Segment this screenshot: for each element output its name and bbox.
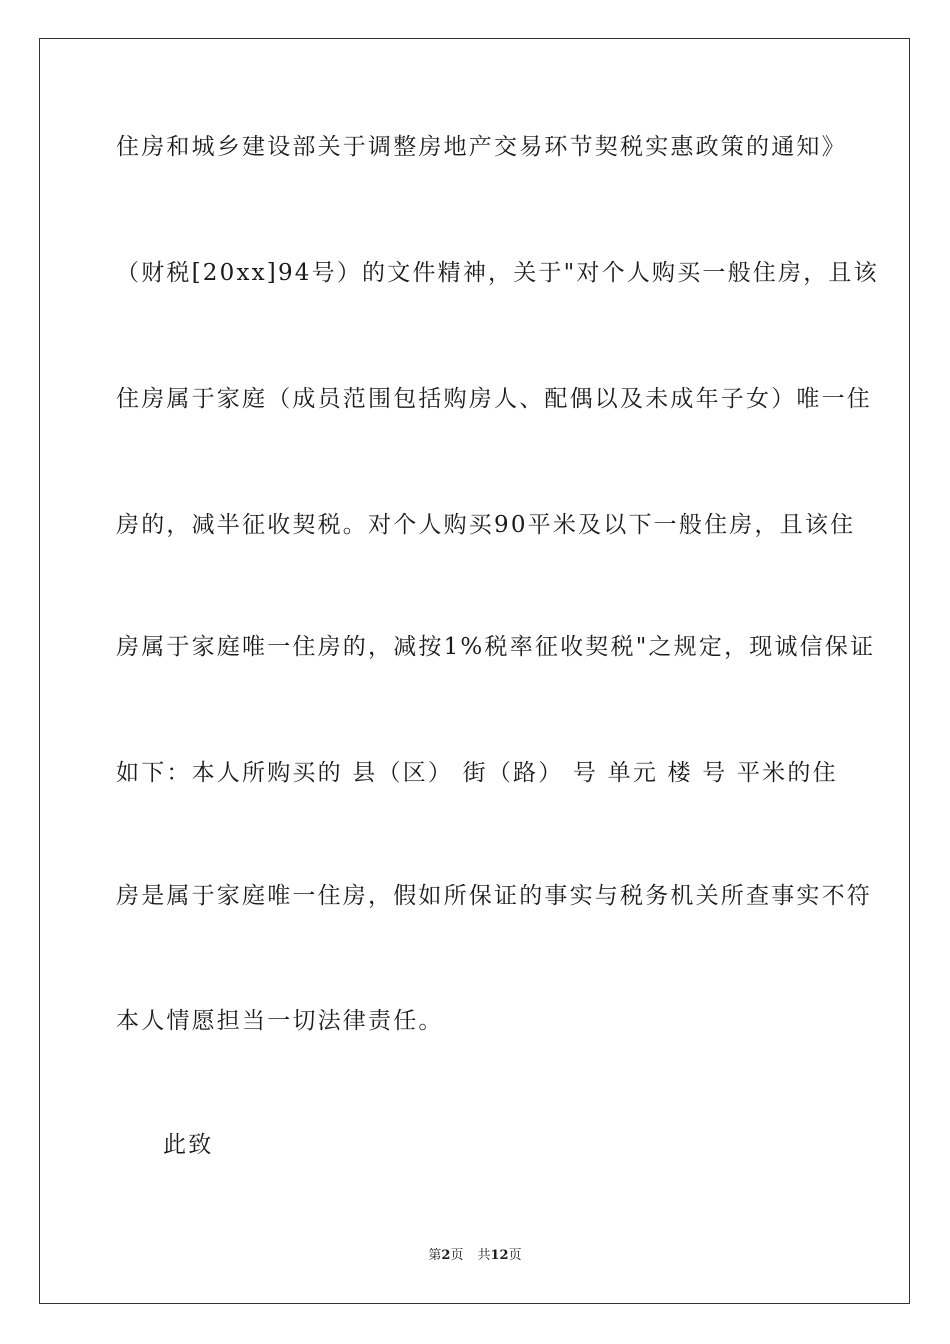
footer-total-prefix: 共 [477,1248,491,1263]
body-line-4: 房的，减半征收契税。对个人购买90平米及以下一般住房，且该住 [116,512,856,538]
body-line-5: 房属于家庭唯一住房的，减按1%税率征收契税"之规定，现诚信保证 [116,634,876,660]
footer-page-unit: 页 [450,1248,464,1263]
closing-salutation: 此致 [163,1132,214,1158]
body-line-1: 住房和城乡建设部关于调整房地产交易环节契税实惠政策的通知》 [116,134,847,160]
footer-prefix: 第 [428,1248,442,1263]
footer-total-unit: 页 [508,1248,522,1263]
page-border [39,38,910,1304]
footer-total-pages: 12 [490,1248,509,1263]
page-footer [0,1247,950,1265]
body-line-2: （财税[20xx]94号）的文件精神，关于"对个人购买一般住房，且该 [116,260,879,286]
body-line-7: 房是属于家庭唯一住房，假如所保证的事实与税务机关所查事实不符 [116,883,872,909]
body-line-8: 本人情愿担当一切法律责任。 [116,1008,444,1034]
body-line-6: 如下：本人所购买的 县（区） 街（路） 号 单元 楼 号 平米的住 [116,760,838,786]
footer-page-number: 2 [441,1248,451,1263]
body-line-3: 住房属于家庭（成员范围包括购房人、配偶以及未成年子女）唯一住 [116,386,872,412]
